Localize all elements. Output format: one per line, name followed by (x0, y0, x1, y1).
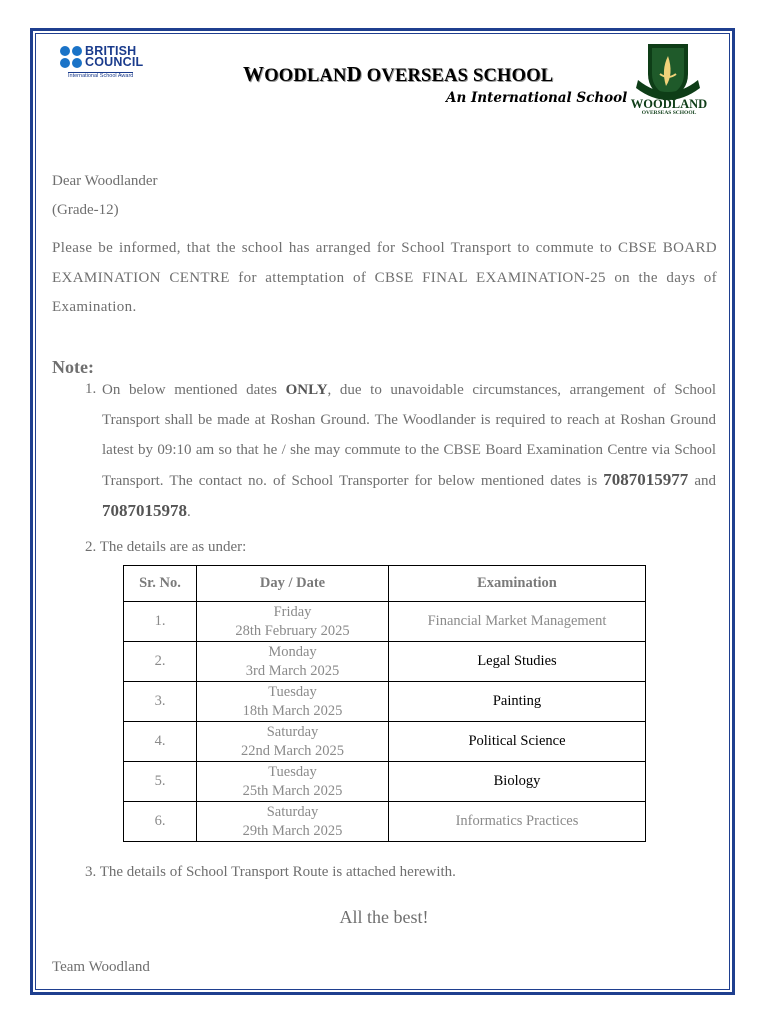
row-exam: Biology (389, 762, 646, 802)
salutation: Dear Woodlander (52, 173, 158, 189)
table-row (124, 722, 646, 762)
school-name: WOODLAND OVERSEAS SCHOOL (243, 62, 554, 86)
intro-paragraph: Please be informed, that the school has arranged for School Transport to commute to CBSE BOARD EXAMINATION CENTRE for attemptation of CBSE FINAL EXAMINATION-25 on the days of Examination. (52, 240, 717, 315)
row-exam: Informatics Practices (389, 802, 646, 842)
row-sr: 2. (124, 642, 197, 682)
row-exam: Legal Studies (389, 642, 646, 682)
row-day-date: Friday 28th February 2025 (197, 602, 389, 642)
crest-caption: WOODLAND OVERSEAS SCHOOL (630, 97, 708, 116)
british-council-dots-icon (60, 46, 84, 70)
row-exam: Financial Market Management (389, 602, 646, 642)
header-sr-no: Sr. No. (124, 566, 197, 602)
british-council-award: International School Award (68, 73, 134, 79)
row-sr: 3. (124, 682, 197, 722)
table-row (124, 762, 646, 802)
table-row (124, 682, 646, 722)
british-council-logo (60, 46, 146, 80)
row-sr: 6. (124, 802, 197, 842)
closing-line: All the best! (339, 907, 429, 927)
only-emphasis: ONLY (285, 382, 328, 398)
note-item-2: 2. The details are as under: (85, 539, 247, 555)
row-day-date: Monday 3rd March 2025 (197, 642, 389, 682)
row-sr: 4. (124, 722, 197, 762)
row-sr: 5. (124, 762, 197, 802)
row-day-date: Saturday 22nd March 2025 (197, 722, 389, 762)
exam-schedule-table (123, 565, 646, 842)
note-item-3: 3. The details of School Transport Route is attached herewith. (85, 864, 456, 880)
row-day-date: Tuesday 25th March 2025 (197, 762, 389, 802)
signoff: Team Woodland (52, 959, 150, 975)
item1-number: 1. (85, 381, 97, 397)
row-day-date: Tuesday 18th March 2025 (197, 682, 389, 722)
row-sr: 1. (124, 602, 197, 642)
row-exam: Painting (389, 682, 646, 722)
row-day-date: Saturday 29th March 2025 (197, 802, 389, 842)
row-exam: Political Science (389, 722, 646, 762)
note-item-1: On below mentioned dates ONLY, due to unavoidable circumstances, arrangement of School Transport shall be made at Roshan Ground. The Woodlander is required to reach at Roshan Ground latest by 09:10 am so that he / she may commute to the CBSE Board Examination Centre via School Transport. The contact no. of School Transporter for below mentioned dates is 7087015977 and 7087015978. (102, 382, 716, 520)
note-heading: Note: (52, 357, 94, 377)
grade-label: (Grade-12) (52, 202, 119, 218)
table-row (124, 642, 646, 682)
school-tagline: An International School (446, 90, 628, 106)
transporter-phone-1: 7087015977 (603, 470, 689, 489)
transporter-phone-2: 7087015978 (102, 501, 187, 520)
table-row (124, 602, 646, 642)
table-row (124, 802, 646, 842)
header-examination: Examination (389, 566, 646, 602)
header-day-date: Day / Date (197, 566, 389, 602)
table-header-row (124, 566, 646, 602)
british-council-wordmark: BRITISH COUNCIL (85, 44, 144, 69)
